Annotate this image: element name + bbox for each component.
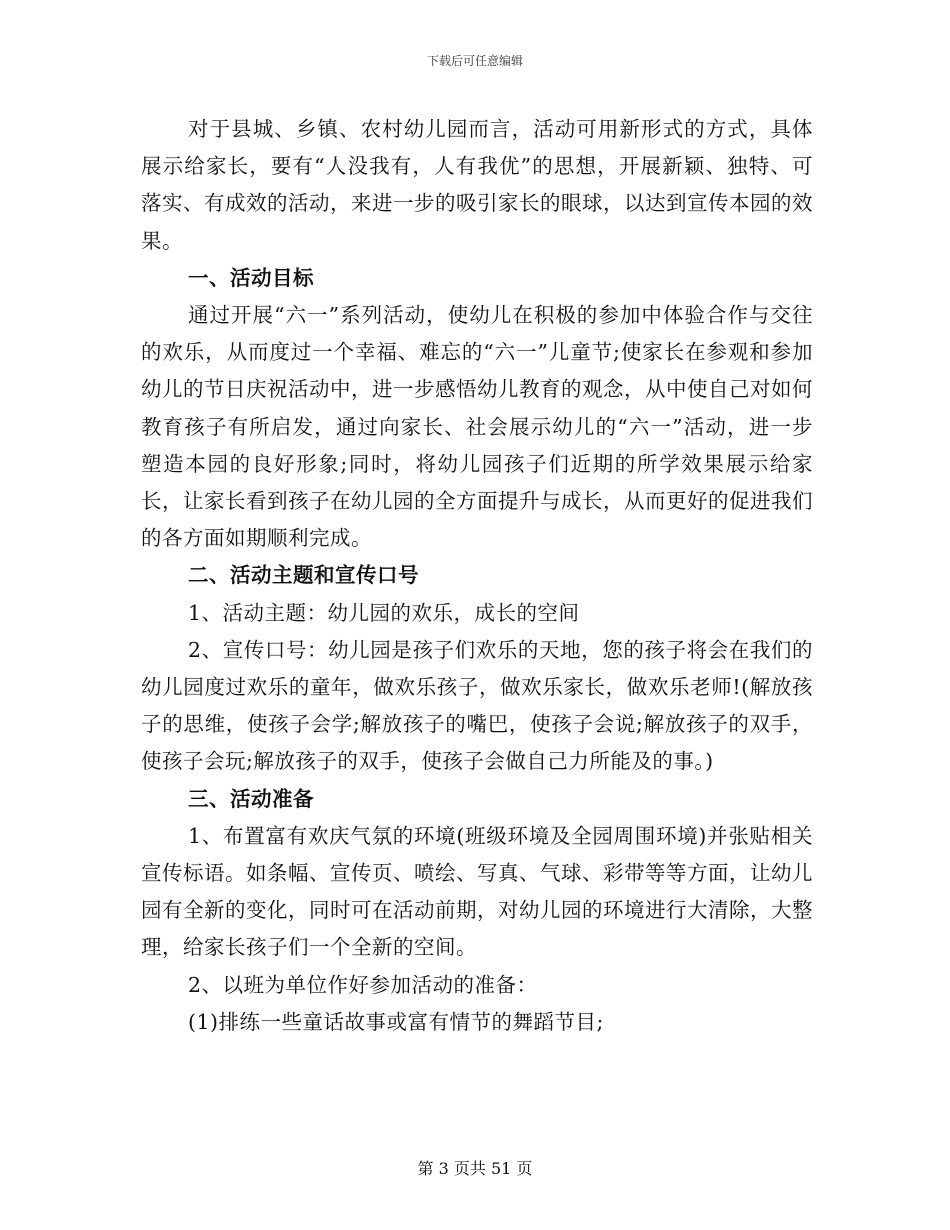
section-heading-preparation: 三、活动准备: [188, 786, 314, 811]
document-body: [141, 111, 813, 1041]
paragraph-theme: 1、活动主题：幼儿园的欢乐，成长的空间: [188, 600, 580, 625]
section-heading-goals: 一、活动目标: [188, 265, 314, 290]
section-heading-theme: 二、活动主题和宣传口号: [188, 563, 419, 588]
paragraph-class-prep: 2、以班为单位作好参加活动的准备：: [188, 972, 538, 997]
page-header-note: 下载后可任意编辑: [426, 54, 523, 68]
page-number: 第 3 页共 51 页: [417, 1159, 533, 1178]
paragraph-environment: 1、布置富有欢庆气氛的环境(班级环境及全园周围环境)并张贴相关宣传标语。如条幅、宣传页、喷绘、写真、气球、彩带等等方面，让幼儿园有全新的变化，同时可在活动前期，对幼儿园的环境进行大清除，大整理，给家长孩子们一个全新的空间。: [141, 823, 813, 960]
paragraph-goals: 通过开展“六一”系列活动，使幼儿在积极的参加中体验合作与交往的欢乐，从而度过一个幸福、难忘的“六一”儿童节;使家长在参观和参加幼儿的节日庆祝活动中，进一步感悟幼儿教育的观念，从中使自己对如何教育孩子有所启发，通过向家长、社会展示幼儿的“六一”活动，进一步塑造本园的良好形象;同时，将幼儿园孩子们近期的所学效果展示给家长，让家长看到孩子在幼儿园的全方面提升与成长，从而更好的促进我们的各方面如期顺利完成。: [141, 303, 813, 551]
paragraph-intro: 对于县城、乡镇、农村幼儿园而言，活动可用新形式的方式，具体展示给家长，要有“人没我有，人有我优”的思想，开展新颖、独特、可落实、有成效的活动，来进一步的吸引家长的眼球，以达到宣传本园的效果。: [141, 117, 813, 253]
list-item-rehearsal: (1)排练一些童话故事或富有情节的舞蹈节目;: [188, 1009, 604, 1034]
paragraph-slogan: 2、宣传口号：幼儿园是孩子们欢乐的天地，您的孩子将会在我们的幼儿园度过欢乐的童年，做欢乐孩子，做欢乐家长，做欢乐老师!(解放孩子的思维，使孩子会学;解放孩子的嘴巴，使孩子会说;解放孩子的双手，使孩子会玩;解放孩子的双手，使孩子会做自己力所能及的事。): [141, 637, 813, 774]
